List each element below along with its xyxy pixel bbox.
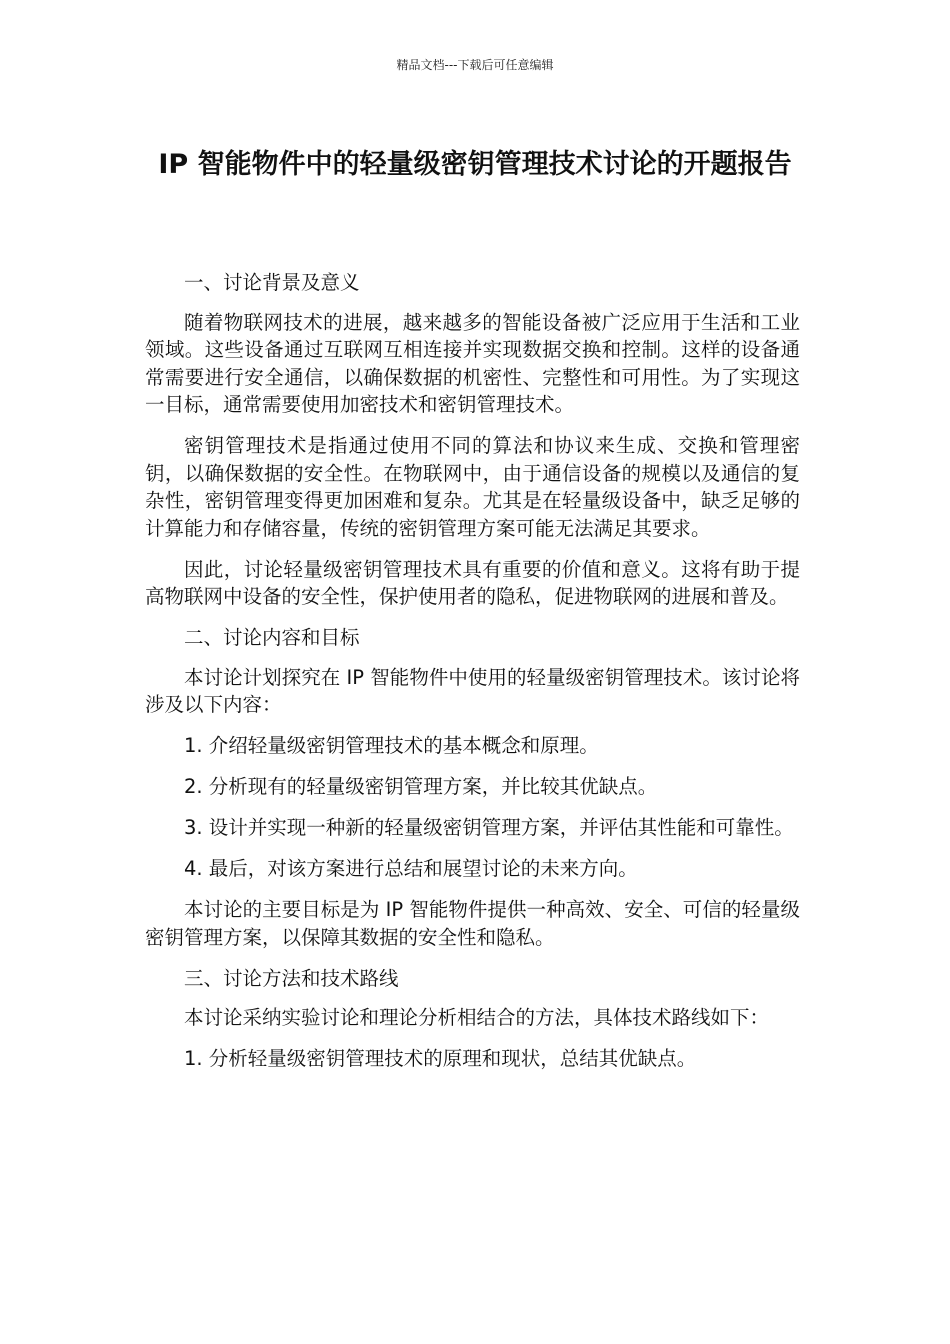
section-methods	[145, 965, 800, 1073]
paragraph: 本讨论的主要目标是为 IP 智能物件提供一种高效、安全、可信的轻量级密钥管理方案，以保障其数据的安全性和隐私。	[145, 898, 800, 949]
list-item: 4. 最后，对该方案进行总结和展望讨论的未来方向。	[184, 857, 638, 880]
section-background	[145, 269, 800, 611]
section-heading: 三、讨论方法和技术路线	[184, 966, 399, 990]
paragraph: 本讨论计划探究在 IP 智能物件中使用的轻量级密钥管理技术。该讨论将涉及以下内容：	[145, 665, 800, 716]
header-note: 精品文档---下载后可任意编辑	[396, 58, 554, 72]
list-item: 3. 设计并实现一种新的轻量级密钥管理方案，并评估其性能和可靠性。	[184, 816, 794, 839]
document-title: IP 智能物件中的轻量级密钥管理技术讨论的开题报告	[158, 149, 792, 180]
section-content-goals	[145, 624, 800, 951]
paragraph: 因此，讨论轻量级密钥管理技术具有重要的价值和意义。这将有助于提高物联网中设备的安全性，保护使用者的隐私，促进物联网的进展和普及。	[145, 557, 800, 608]
section-heading: 一、讨论背景及意义	[184, 271, 360, 294]
paragraph: 随着物联网技术的进展，越来越多的智能设备被广泛应用于生活和工业领域。这些设备通过互联网互相连接并实现数据交换和控制。这样的设备通常需要进行安全通信，以确保数据的机密性、完整性和可用性。为了实现这一目标，通常需要使用加密技术和密钥管理技术。	[145, 310, 800, 416]
paragraph: 密钥管理技术是指通过使用不同的算法和协议来生成、交换和管理密钥，以确保数据的安全性。在物联网中，由于通信设备的规模以及通信的复杂性，密钥管理变得更加困难和复杂。尤其是在轻量级设备中，缺乏足够的计算能力和存储容量，传统的密钥管理方案可能无法满足其要求。	[145, 434, 800, 540]
document-body	[145, 269, 800, 1086]
list-item: 1. 分析轻量级密钥管理技术的原理和现状，总结其优缺点。	[184, 1047, 697, 1070]
section-heading: 二、讨论内容和目标	[184, 626, 360, 649]
list-item: 1. 介绍轻量级密钥管理技术的基本概念和原理。	[184, 734, 599, 757]
paragraph: 本讨论采纳实验讨论和理论分析相结合的方法，具体技术路线如下：	[184, 1006, 770, 1029]
list-item: 2. 分析现有的轻量级密钥管理方案，并比较其优缺点。	[184, 775, 658, 798]
